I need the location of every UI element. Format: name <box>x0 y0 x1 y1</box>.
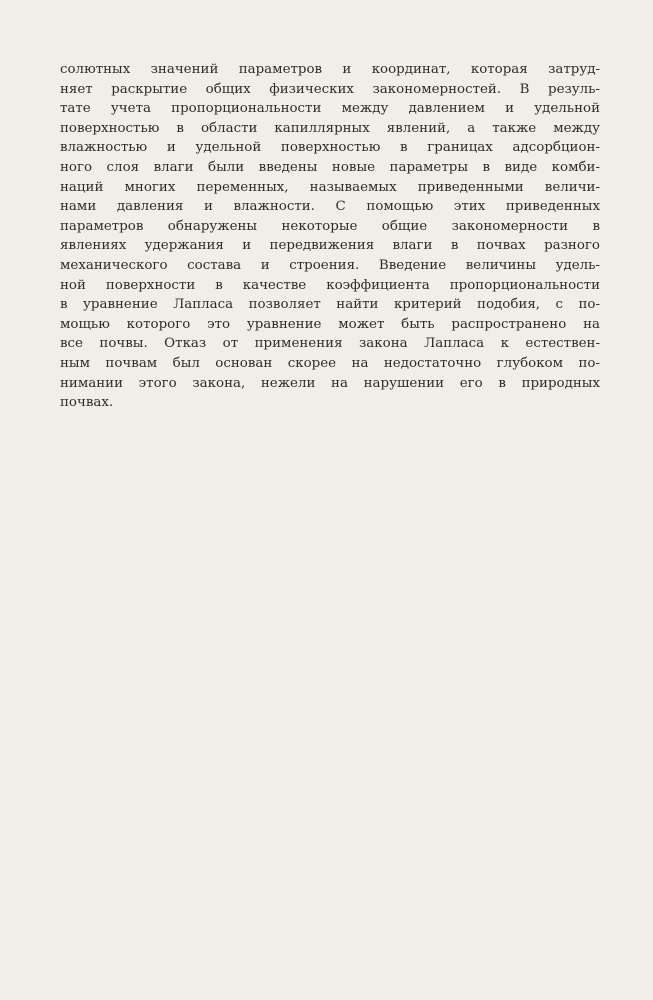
text-line: солютных значений параметров и координат, которая затруд- <box>60 62 600 77</box>
text-line: мощью которого это уравнение может быть распространено на <box>60 316 600 332</box>
text-line: ного слоя влаги были введены новые параметры в виде комби- <box>60 159 600 175</box>
text-line: поверхностью в области капиллярных явлений, а также между <box>60 120 600 136</box>
body-paragraph <box>60 60 600 413</box>
text-line: ным почвам был основан скорее на недостаточно глубоком по- <box>60 355 600 371</box>
text-line: нимании этого закона, нежели на нарушении его в природных <box>60 375 600 391</box>
text-line: все почвы. Отказ от применения закона Лапласа к естествен- <box>60 336 600 352</box>
text-line: ной поверхности в качестве коэффициента пропорциональности <box>60 277 600 293</box>
text-line: тате учета пропорциональности между давлением и удельной <box>60 101 600 117</box>
text-line: явлениях удержания и передвижения влаги в почвах разного <box>60 238 600 254</box>
text-line: нами давления и влажности. С помощью этих приведенных <box>60 199 600 215</box>
text-line: наций многих переменных, называемых приведенными величи- <box>60 179 600 195</box>
text-line: механического состава и строения. Введение величины удель- <box>60 257 600 273</box>
text-line: влажностью и удельной поверхностью в границах адсорбцион- <box>60 140 600 156</box>
text-line-last: почвах. <box>60 395 114 411</box>
text-line: няет раскрытие общих физических закономерностей. В резуль- <box>60 81 600 97</box>
text-line: в уравнение Лапласа позволяет найти критерий подобия, с по- <box>60 297 600 313</box>
text-line: параметров обнаружены некоторые общие закономерности в <box>60 218 600 234</box>
